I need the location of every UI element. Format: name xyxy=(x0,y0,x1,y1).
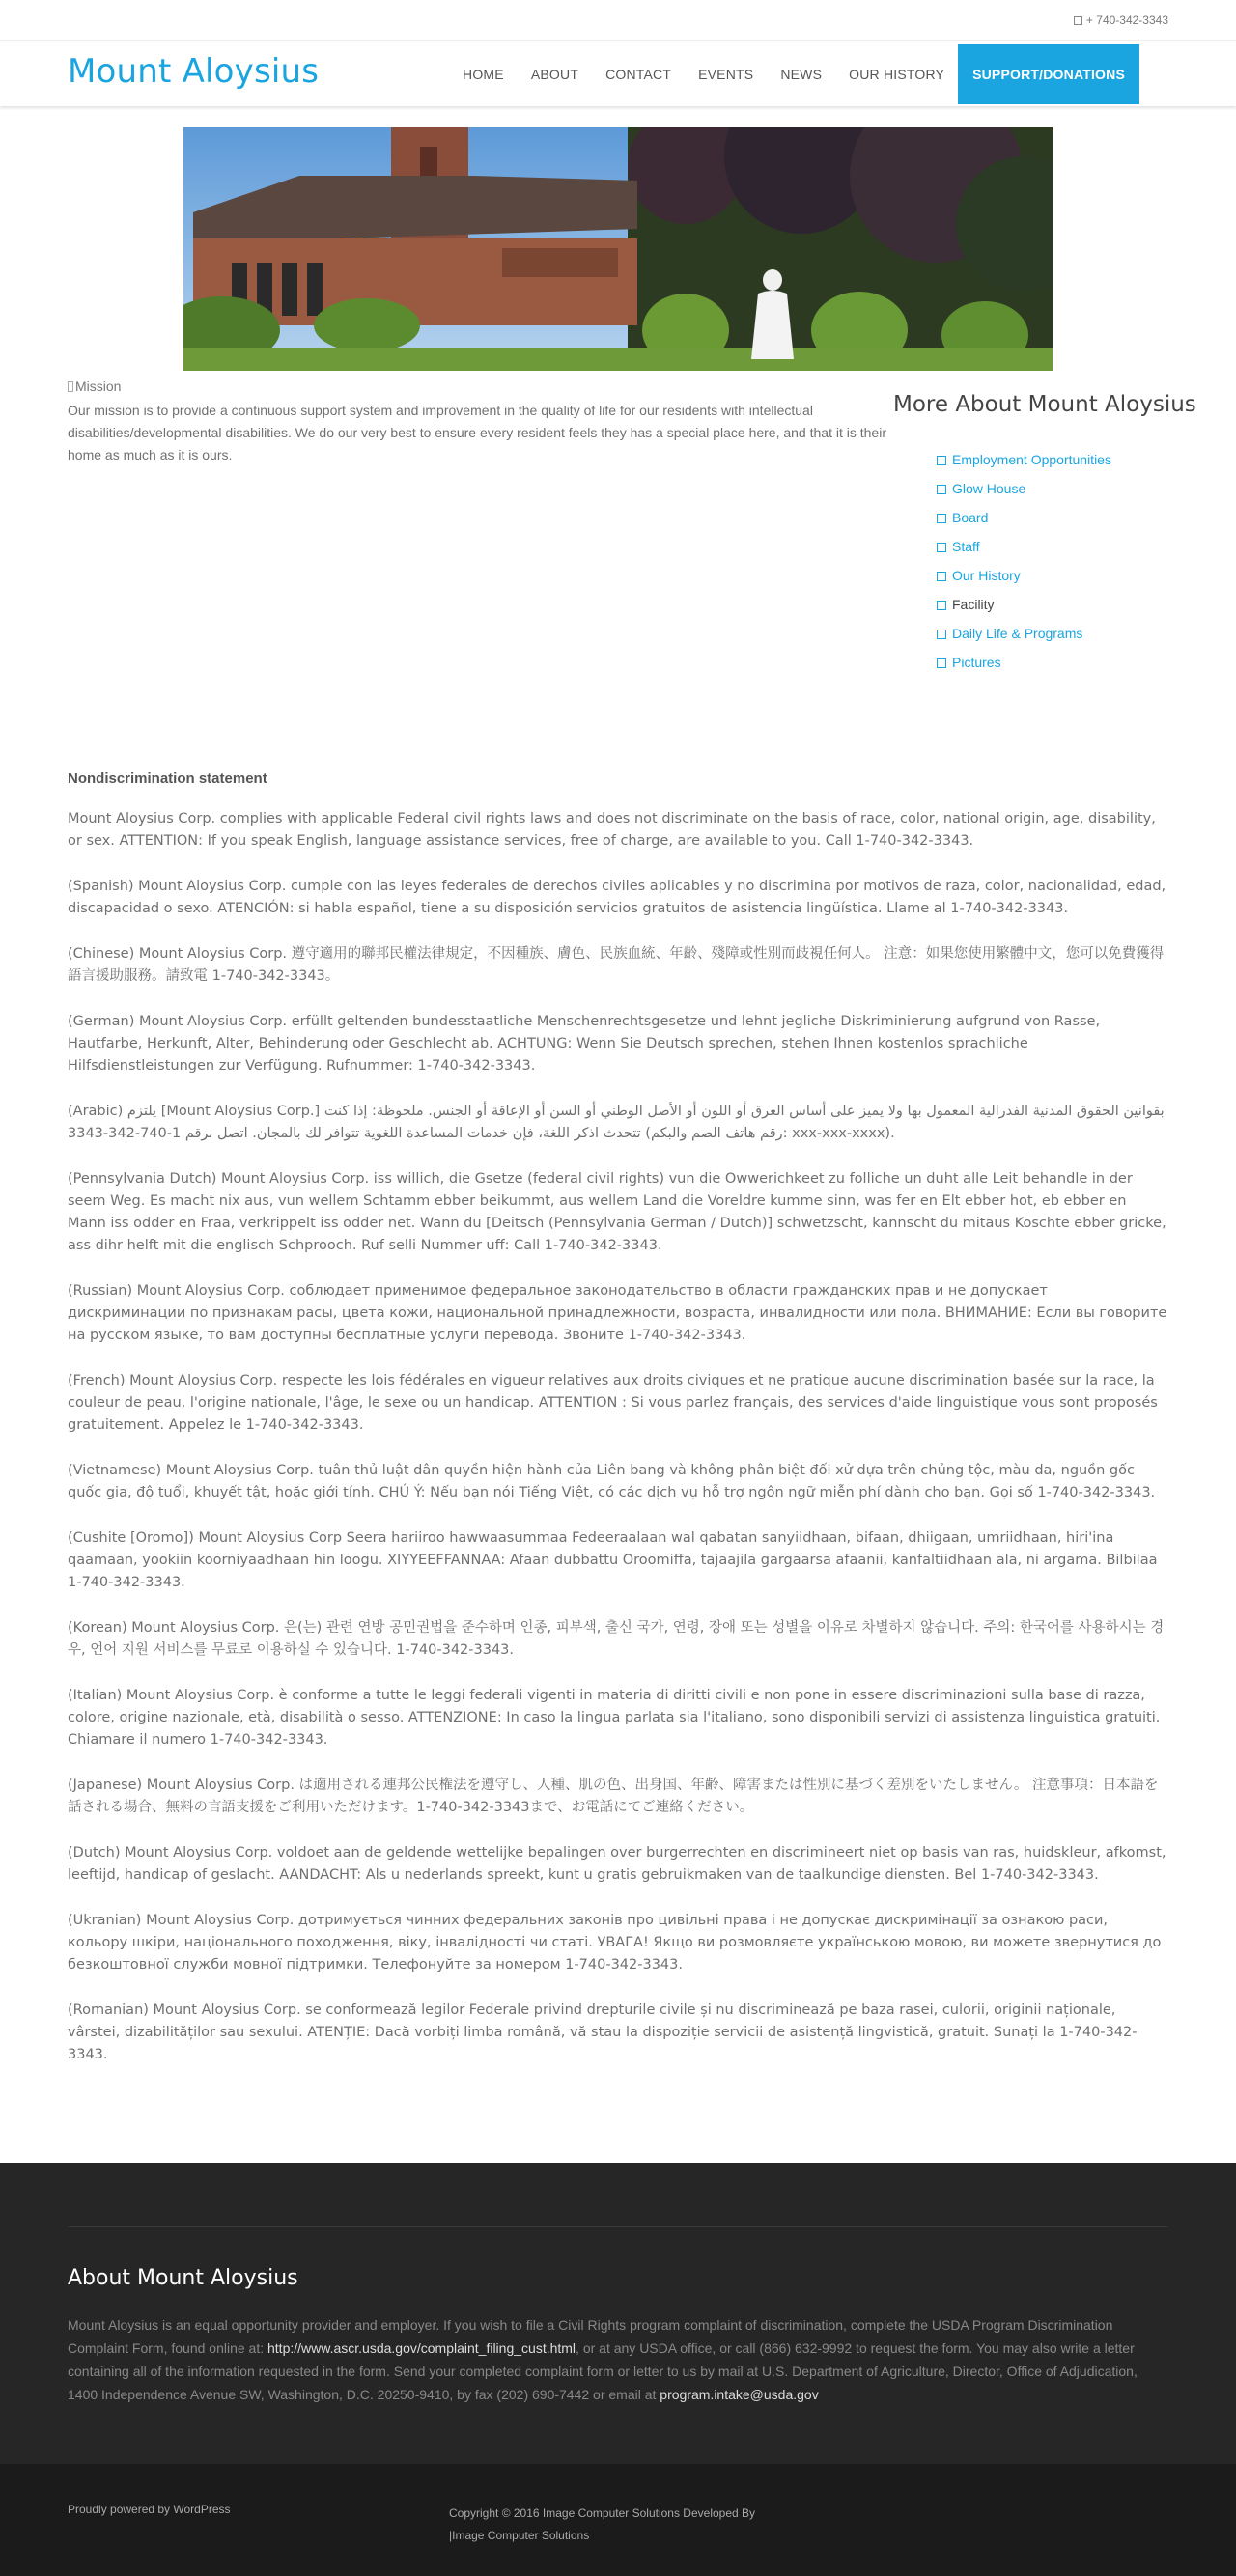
statement-german: (German) Mount Aloysius Corp. erfüllt geltenden bundesstaatliche Menschenrechtsgesetze und lehnt jegliche Diskriminierung aufgrund von Rasse, Hautfarbe, Herkunft, Alter, Behinderung oder Geschlecht ab. ACHTUNG: Wenn Sie Deutsch sprechen, stehen Ihnen kostenlos sprachliche Hilfsdienstleistungen zur Verfügung. Rufnummer: 1-740-342-3343. xyxy=(68,1014,1101,1074)
footer xyxy=(0,2163,1236,2464)
statement-spanish: (Spanish) Mount Aloysius Corp. cumple con las leyes federales de derechos civiles aplicables y no discrimina por motivos de raza, color, nacionalidad, edad, discapacidad o sexo. ATENCIÓN: si habla español, tiene a su disposición servicios gratuitos de asistencia lingüística. Llame al 1-740-342-3343. xyxy=(68,879,1166,916)
copyright xyxy=(449,2503,755,2547)
sidebar-item-daily-life[interactable] xyxy=(937,626,1111,655)
powered-by[interactable]: Proudly powered by WordPress xyxy=(68,2503,231,2516)
statement-pennsylvania-dutch: (Pennsylvania Dutch) Mount Aloysius Corp. iss willich, die Gsetze (federal civil rights) vun die Owwerichkeet zu folliche un duht alle Leit behandle in der seem Weg. Es macht nix aus, vun wellem Schtamm ebber beikummt, aus wellem Land die Voreldre kumme sinn, was fer en Elt ebber hot, eb ebber en Mann iss odder en Fraa, verkrippelt iss odder net. Wann du [Deitsch (Pennsylvania German / Dutch)] schwetzscht, kannscht du mitaus Koschte ebber gricke, ass dihr helft mit die englisch Schprooch. Ruf selli Nummer uff: Call 1-740-342-3343. xyxy=(68,1171,1166,1253)
nav-events[interactable]: EVENTS xyxy=(698,67,754,82)
square-bullet-icon xyxy=(937,456,946,465)
bottom-bar xyxy=(0,2464,1236,2576)
sidebar-link[interactable]: Our History xyxy=(952,568,1021,583)
sidebar-link[interactable]: Pictures xyxy=(952,655,1001,670)
square-icon xyxy=(1074,16,1082,25)
phone-text: + 740-342-3343 xyxy=(1085,14,1168,27)
main-nav xyxy=(449,44,1139,104)
sidebar-item-pictures[interactable] xyxy=(937,655,1111,684)
sidebar-link[interactable]: Board xyxy=(952,510,989,525)
developer-link[interactable]: |Image Computer Solutions xyxy=(449,2529,590,2542)
site-title[interactable]: Mount Aloysius xyxy=(68,52,320,91)
statement-arabic: (Arabic) يلتزم [Mount Aloysius Corp.] بقوانين الحقوق المدنية الفدرالية المعمول بها ولا يميز على أساس العرق أو اللون أو الأصل الوطني أو السن أو الإعاقة أو الجنس. ملحوظة: إذا كنت تتحدث اذكر اللغة، فإن خدمات المساعدة اللغوية تتوافر لك بالمجان. اتصل برقم 1-740-342-3343 (رقم هاتف الصم والبكم: xxx-xxx-xxxx). xyxy=(68,1104,1165,1141)
sidebar-item-glow-house[interactable] xyxy=(937,481,1111,510)
statement-romanian: (Romanian) Mount Aloysius Corp. se conformează legilor Federale privind drepturile civile și nu discriminează pe baza rasei, culorii, originii naționale, vârstei, dizabilităților sau sexului. ATENȚIE: Dacă vorbiți limba română, vă stau la dispoziție servicii de asistență lingvistică, gratuit. Sunați la 1-740-342-3343. xyxy=(68,2002,1138,2062)
sidebar-title: More About Mount Aloysius xyxy=(893,392,1196,417)
sidebar-item-facility[interactable] xyxy=(937,597,1111,626)
nav-home[interactable]: HOME xyxy=(463,67,504,82)
broken-image-icon xyxy=(68,381,73,392)
footer-text-part-2: , or at any USDA office, or call (866) 632-9992 to request the form. You may also write a letter containing all of the information requested in the form. Send your completed complaint form or letter to us by mail at U.S. Department of Agriculture, Director, Office of Adjudication, 1400 Independence Avenue SW, Washington, D.C. 20250-9410, by fax (202) 690-7442 or email at xyxy=(68,2340,1138,2402)
square-bullet-icon xyxy=(937,572,946,581)
building-photo xyxy=(183,127,1053,371)
sidebar-link[interactable]: Daily Life & Programs xyxy=(952,626,1083,641)
phone-number[interactable] xyxy=(1074,14,1168,27)
sidebar-link[interactable]: Employment Opportunities xyxy=(952,452,1111,467)
sidebar-item-our-history[interactable] xyxy=(937,568,1111,597)
square-bullet-icon xyxy=(937,485,946,494)
sidebar-item-employment[interactable] xyxy=(937,452,1111,481)
sidebar-list xyxy=(937,452,1111,684)
nondiscrimination-title: Nondiscrimination statement xyxy=(68,770,267,787)
statement-japanese: (Japanese) Mount Aloysius Corp. は適用される連邦公民権法を遵守し、人種、肌の色、出身国、年齢、障害または性別に基づく差別をいたしません。 注意事項：日本語を話される場合、無料の言語支援をご利用いただけます。1-740-342-3343まで、お電話にてご連絡ください。 xyxy=(68,1778,1159,1815)
statement-italian: (Italian) Mount Aloysius Corp. è conforme a tutte le leggi federali vigenti in materia di diritti civili e non pone in essere discriminazioni sulla base di razza, colore, origine nazionale, età, disabilità o sesso. ATTENZIONE: In caso la lingua parlata sia l'italiano, sono disponibili servizi di assistenza linguistica gratuiti. Chiamare il numero 1-740-342-3343. xyxy=(68,1688,1161,1748)
statement-french: (French) Mount Aloysius Corp. respecte les lois fédérales en vigueur relatives aux droits civiques et ne pratique aucune discrimination basée sur la race, la couleur de peau, l'origine nationale, l'âge, le sexe ou un handicap. ATTENTION : Si vous parlez français, des services d'aide linguistique vous sont proposés gratuitement. Appelez le 1-740-342-3343. xyxy=(68,1373,1158,1433)
nav-support-donations[interactable]: SUPPORT/DONATIONS xyxy=(958,44,1139,104)
sidebar-item-staff[interactable] xyxy=(937,539,1111,568)
statement-russian: (Russian) Mount Aloysius Corp. соблюдает применимое федеральное законодательство в области гражданских прав и не допускает дискриминации по признакам расы, цвета кожи, национальной принадлежности, возраста, инвалидности или пола. ВНИМАНИЕ: Если вы говорите на русском языке, то вам доступны бесплатные услуги перевода. Звоните 1-740-342-3343. xyxy=(68,1283,1167,1343)
sidebar-link[interactable]: Staff xyxy=(952,539,980,554)
square-bullet-icon xyxy=(937,543,946,552)
top-bar xyxy=(0,0,1236,41)
square-bullet-icon xyxy=(937,601,946,610)
statement-dutch: (Dutch) Mount Aloysius Corp. voldoet aan de geldende wettelijke bepalingen over burgerrechten en discrimineert niet op basis van ras, huidskleur, afkomst, leeftijd, handicap of geslacht. AANDACHT: Als u nederlands spreekt, kunt u gratis gebruikmaken van de taalkundige diensten. Bel 1-740-342-3343. xyxy=(68,1845,1166,1883)
usda-email-link[interactable]: program.intake@usda.gov xyxy=(660,2387,819,2402)
square-bullet-icon xyxy=(937,658,946,668)
nav-news[interactable]: NEWS xyxy=(780,67,823,82)
statement-vietnamese: (Vietnamese) Mount Aloysius Corp. tuân thủ luật dân quyền hiện hành của Liên bang và không phân biệt đối xử dựa trên chủng tộc, màu da, nguồn gốc quốc gia, độ tuổi, khuyết tật, hoặc giới tính. CHÚ Ý: Nếu bạn nói Tiếng Việt, có các dịch vụ hỗ trợ ngôn ngữ miễn phí dành cho bạn. Gọi số 1-740-342-3343. xyxy=(68,1463,1156,1500)
statement-oromo: (Cushite [Oromo]) Mount Aloysius Corp Seera hariiroo hawwaasummaa Fedeeraalaan wal qabatan sanyiidhaan, bifaan, dhiigaan, umriidhaan, hiri'ina qaamaan, yookiin koorniyaadhaan hin loogu. XIYYEEFFANNAA: Afaan dubbattu Oroomiffa, tajaajila gargaarsa afaanii, kanfaltiidhaan ala, ni argama. Bilbilaa 1-740-342-3343. xyxy=(68,1530,1158,1590)
nav-contact[interactable]: CONTACT xyxy=(605,67,672,82)
mission-text: Our mission is to provide a continuous support system and improvement in the quality of life for our residents with intellectual disabilities/developmental disabilities. We do our very best to ensure every resident feels they has a special place here, and that it is their home as much as it is ours. xyxy=(68,403,886,462)
statement-chinese: (Chinese) Mount Aloysius Corp. 遵守適用的聯邦民權法律規定，不因種族、膚色、民族血統、年齡、殘障或性別而歧視任何人。 注意：如果您使用繁體中文，您可以免費獲得語言援助服務。請致電 1-740-342-3343。 xyxy=(68,946,1165,984)
sidebar-link[interactable]: Glow House xyxy=(952,481,1026,496)
footer-text-part-1: Mount Aloysius is an equal opportunity provider and employer. If you wish to file a Civil Rights program complaint of discrimination, complete the USDA Program Discrimination Complaint Form, found online at: xyxy=(68,2317,1113,2356)
complaint-form-link[interactable]: http://www.ascr.usda.gov/complaint_filing_cust.html xyxy=(267,2340,576,2356)
footer-divider xyxy=(68,2226,1168,2227)
sidebar-item-board[interactable] xyxy=(937,510,1111,539)
nondiscrimination-section xyxy=(68,770,1168,2089)
footer-about-text xyxy=(68,2313,1168,2406)
statement-english: Mount Aloysius Corp. complies with applicable Federal civil rights laws and does not discriminate on the basis of race, color, national origin, age, disability, or sex. ATTENTION: If you speak English, language assistance services, free of charge, are available to you. Call 1-740-342-3343. xyxy=(68,811,1156,849)
site-header xyxy=(0,41,1236,106)
copyright-line-1: Copyright © 2016 Image Computer Solutions Developed By xyxy=(449,2506,756,2520)
banner-image xyxy=(183,127,1053,371)
nav-our-history[interactable]: OUR HISTORY xyxy=(849,67,945,82)
mission-image xyxy=(68,378,121,394)
statement-ukrainian: (Ukranian) Mount Aloysius Corp. дотримується чинних федеральних законів про цивільні права і не допускає дискримінації за ознакою раси, кольору шкіри, національного походження, віку, інвалідності чи статі. УВАГА! Якщо ви розмовляєте українською мовою, ви можете звернутися до безкоштовної служби мовної підтримки. Телефонуйте за номером 1-740-342-3343. xyxy=(68,1913,1162,1973)
square-bullet-icon xyxy=(937,514,946,523)
square-bullet-icon xyxy=(937,630,946,639)
nav-about[interactable]: ABOUT xyxy=(530,67,579,82)
footer-title: About Mount Aloysius xyxy=(68,2266,298,2290)
sidebar-link[interactable]: Facility xyxy=(952,597,995,612)
mission-image-alt: Mission xyxy=(75,378,122,394)
statement-korean: (Korean) Mount Aloysius Corp. 은(는) 관련 연방 공민권법을 준수하며 인종, 피부색, 출신 국가, 연령, 장애 또는 성별을 이유로 차별하지 않습니다. 주의: 한국어를 사용하시는 경우, 언어 지원 서비스를 무료로 이용하실 수 있습니다. 1-740-342-3343. xyxy=(68,1620,1165,1658)
